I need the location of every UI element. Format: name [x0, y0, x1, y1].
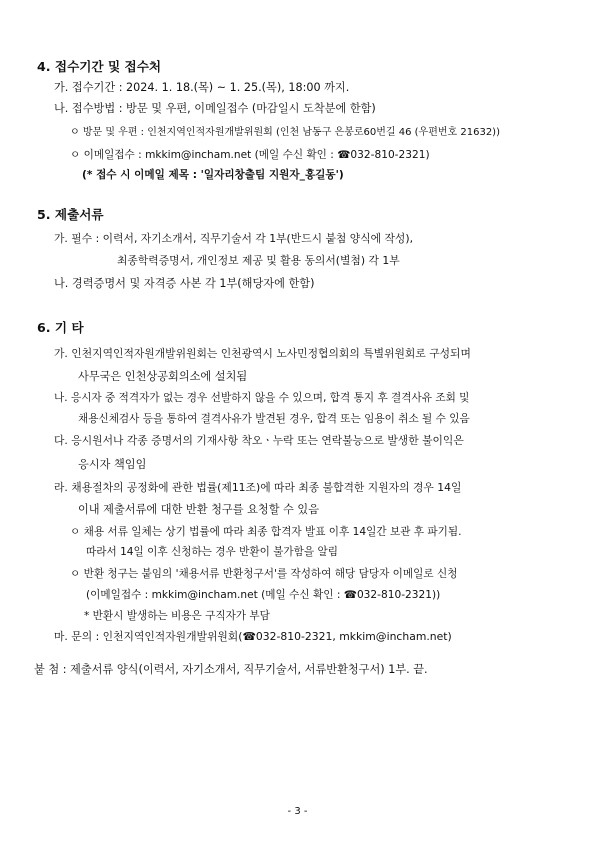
etc-item-d-line-1: 라. 채용절차의 공정화에 관한 법률(제11조)에 따라 최종 불합격한 지원자의 경우 14일 — [54, 481, 462, 494]
etc-item-a-line-2: 사무국은 인천상공회의소에 설치됨 — [78, 370, 248, 383]
section-4-heading: 4. 접수기간 및 접수처 — [37, 59, 162, 74]
etc-item-d-return-request: ㅇ 반환 청구는 붙임의 '채용서류 반환청구서'를 작성하여 해당 담당자 이메일로 신청 — [70, 568, 458, 580]
etc-item-c-line-1: 다. 응시원서나 각종 증명서의 기재사항 착오ㆍ누락 또는 연락불능으로 발생한 불이익은 — [54, 434, 464, 447]
etc-item-b-line-1: 나. 응시자 중 적격자가 없는 경우 선발하지 않을 수 있으며, 합격 통지 후 결격사유 조회 및 — [54, 392, 470, 404]
section-5-heading: 5. 제출서류 — [37, 207, 104, 222]
application-period: 가. 접수기간 : 2024. 1. 18.(목) ~ 1. 25.(목), 18:00 까지. — [54, 81, 350, 94]
etc-item-a-line-1: 가. 인천지역인적자원개발위원회는 인천광역시 노사민정협의회의 특별위원회로 구성되며 — [54, 347, 471, 360]
etc-item-d-line-2: 이내 제출서류에 대한 반환 청구를 요청할 수 있음 — [78, 503, 320, 516]
contact-info: 마. 문의 : 인천지역인적자원개발위원회(☎032-810-2321, mkkim@incham.net) — [54, 630, 452, 643]
email-application-info: ㅇ 이메일접수 : mkkim@incham.net (메일 수신 확인 : ☎032-810-2321) — [70, 149, 430, 161]
etc-item-d-retention: ㅇ 채용 서류 일체는 상기 법률에 따라 최종 합격자 발표 이후 14일간 보관 후 파기됨. — [70, 526, 462, 538]
email-subject-note: (* 접수 시 이메일 제목 : '일자리창출팀 지원자_홍길동') — [82, 169, 344, 181]
attachment-note: 붙 첨 : 제출서류 양식(이력서, 자기소개서, 직무기술서, 서류반환청구서) 1부. 끝. — [34, 663, 428, 676]
optional-documents: 나. 경력증명서 및 자격증 사본 각 1부(해당자에 한함) — [54, 277, 315, 290]
etc-item-b-line-2: 채용신체검사 등을 통하여 결격사유가 발견된 경우, 합격 또는 임용이 취소 될 수 있음 — [78, 413, 470, 425]
section-6-heading: 6. 기 타 — [37, 320, 84, 335]
etc-item-d-return-email: (이메일접수 : mkkim@incham.net (메일 수신 확인 : ☎032-810-2321)) — [86, 589, 441, 601]
etc-item-c-line-2: 응시자 책임임 — [78, 458, 147, 471]
etc-item-d-retention-cont: 따라서 14일 이후 신청하는 경우 반환이 불가함을 알림 — [86, 546, 338, 558]
required-documents-line-2: 최종학력증명서, 개인정보 제공 및 활용 동의서(별첨) 각 1부 — [117, 254, 400, 267]
visit-mail-info: ㅇ 방문 및 우편 : 인천지역인적자원개발위원회 (인천 남동구 은봉로60번길 46 (우편번호 21632)) — [70, 127, 500, 138]
application-method: 나. 접수방법 : 방문 및 우편, 이메일접수 (마감일시 도착분에 한함) — [54, 102, 376, 115]
etc-item-d-cost-note: * 반환시 발생하는 비용은 구직자가 부담 — [84, 610, 270, 622]
required-documents-line-1: 가. 필수 : 이력서, 자기소개서, 직무기술서 각 1부(반드시 붙첨 양식에 작성), — [54, 232, 414, 245]
page-number: - 3 - — [287, 806, 308, 817]
